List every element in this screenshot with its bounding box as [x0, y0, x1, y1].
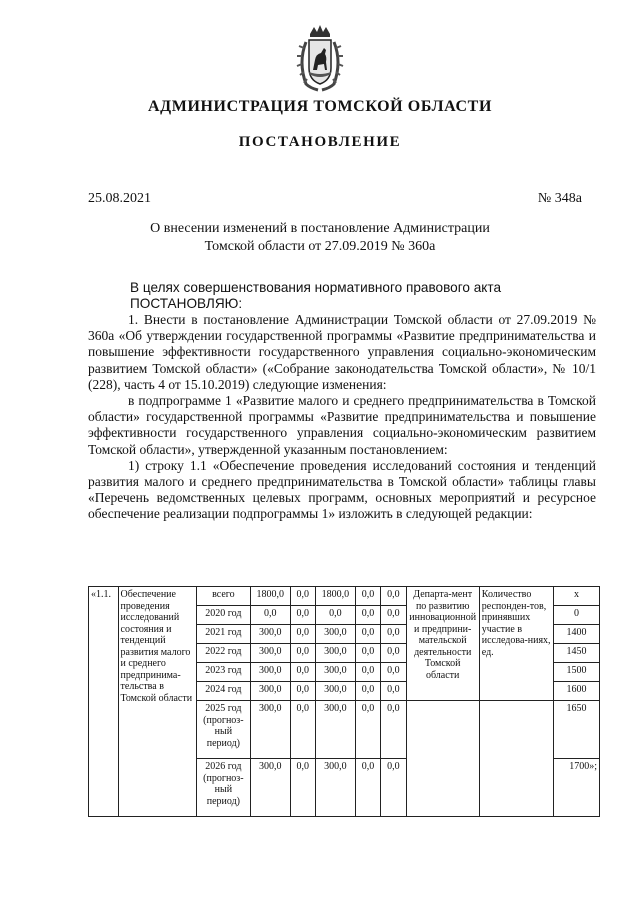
indicator-value: 1650: [554, 701, 600, 759]
value-cell: 300,0: [250, 625, 290, 644]
row-index: «1.1.: [89, 587, 119, 817]
value-cell: 300,0: [316, 701, 356, 759]
paragraph-3: 1) строку 1.1 «Обеспечение проведения исследований состояния и тенденций развития малого и среднего предпринимательства в Томской области» таблицы главы «Перечень ведомственных целевых программ, основных мероприятий и ресурсное обеспечение реализации подпрограммы 1» изложить в следующей редакции:: [88, 457, 596, 522]
value-cell: 300,0: [250, 701, 290, 759]
value-cell: 0,0: [290, 682, 315, 701]
intro-line-1: В целях совершенствования нормативного правового акта: [130, 280, 502, 295]
indicator-cell-empty: [479, 701, 553, 817]
table-row: [89, 587, 600, 606]
department-cell-empty: [406, 701, 479, 817]
indicator-value: 1700»;: [554, 759, 600, 817]
value-cell: 1800,0: [250, 587, 290, 606]
value-cell: 300,0: [250, 682, 290, 701]
value-cell: 0,0: [355, 644, 380, 663]
value-cell: 300,0: [316, 625, 356, 644]
value-cell: 0,0: [316, 606, 356, 625]
indicator-value: 1400: [554, 625, 600, 644]
indicator-value: 0: [554, 606, 600, 625]
value-cell: 300,0: [316, 663, 356, 682]
activity-name: Обеспечение проведения исследований состояния и тенденций развития малого и среднего предпринима-тельства в Томской области: [118, 587, 196, 817]
year-cell: всего: [196, 587, 250, 606]
value-cell: 0,0: [381, 587, 406, 606]
value-cell: 1800,0: [316, 587, 356, 606]
organization-title: АДМИНИСТРАЦИЯ ТОМСКОЙ ОБЛАСТИ: [148, 98, 492, 115]
year-cell: 2024 год: [196, 682, 250, 701]
year-cell: 2026 год (прогноз-ный период): [196, 759, 250, 817]
value-cell: 0,0: [250, 606, 290, 625]
value-cell: 0,0: [290, 663, 315, 682]
value-cell: 0,0: [355, 606, 380, 625]
value-cell: 300,0: [316, 644, 356, 663]
paragraph-2: в подпрограмме 1 «Развитие малого и среднего предпринимательства в Томской области» государственной программы «Развитие предпринимательства и повышение эффективности государственного управления социально-экономическим развитием Томской области», утвержденной указанным постановлением:: [88, 393, 596, 457]
year-cell: 2023 год: [196, 663, 250, 682]
year-cell: 2022 год: [196, 644, 250, 663]
document-date: 25.08.2021: [88, 191, 151, 206]
value-cell: 0,0: [381, 625, 406, 644]
year-cell: 2021 год: [196, 625, 250, 644]
document-body: [88, 312, 596, 523]
value-cell: 0,0: [290, 701, 315, 759]
value-cell: 0,0: [290, 759, 315, 817]
value-cell: 0,0: [355, 625, 380, 644]
value-cell: 300,0: [250, 644, 290, 663]
year-cell: 2025 год (прогноз-ный период): [196, 701, 250, 759]
value-cell: 0,0: [355, 587, 380, 606]
value-cell: 0,0: [355, 701, 380, 759]
value-cell: 300,0: [250, 759, 290, 817]
value-cell: 0,0: [355, 759, 380, 817]
subject-line-2: Томской области от 27.09.2019 № 360а: [204, 239, 436, 254]
year-cell: 2020 год: [196, 606, 250, 625]
intro-block: [130, 280, 501, 312]
document-type: ПОСТАНОВЛЕНИЕ: [238, 134, 402, 150]
value-cell: 0,0: [381, 663, 406, 682]
paragraph-1: 1. Внести в постановление Администрации Томской области от 27.09.2019 № 360а «Об утверждении государственной программы «Развитие предпринимательства и повышение эффективности государственного управления социально-экономическим развитием Томской области» («Собрание законодательства Томской области», № 10/1 (228), часть 4 от 15.10.2019) следующие изменения:: [88, 312, 596, 392]
indicator-value: 1600: [554, 682, 600, 701]
indicator-cell: Количество респонден-тов, принявших участие в исследова-ниях, ед.: [479, 587, 553, 701]
value-cell: 0,0: [381, 682, 406, 701]
value-cell: 0,0: [381, 759, 406, 817]
resource-table: [88, 586, 600, 817]
document-number: № 348а: [537, 191, 582, 206]
value-cell: 300,0: [250, 663, 290, 682]
value-cell: 0,0: [290, 644, 315, 663]
value-cell: 0,0: [381, 606, 406, 625]
indicator-value: 1500: [554, 663, 600, 682]
department-cell: Департа-мент по развитию инновационной и предприни-мательской деятельности Томской области: [406, 587, 479, 701]
indicator-value: х: [554, 587, 600, 606]
subject-line-1: О внесении изменений в постановление Администрации: [150, 221, 490, 236]
value-cell: 300,0: [316, 759, 356, 817]
value-cell: 0,0: [290, 625, 315, 644]
value-cell: 300,0: [316, 682, 356, 701]
value-cell: 0,0: [381, 701, 406, 759]
indicator-value: 1450: [554, 644, 600, 663]
value-cell: 0,0: [290, 606, 315, 625]
coat-of-arms-icon: [296, 24, 344, 94]
value-cell: 0,0: [355, 682, 380, 701]
value-cell: 0,0: [381, 644, 406, 663]
document-subject: [120, 220, 520, 256]
value-cell: 0,0: [355, 663, 380, 682]
intro-line-2: ПОСТАНОВЛЯЮ:: [130, 296, 243, 311]
value-cell: 0,0: [290, 587, 315, 606]
